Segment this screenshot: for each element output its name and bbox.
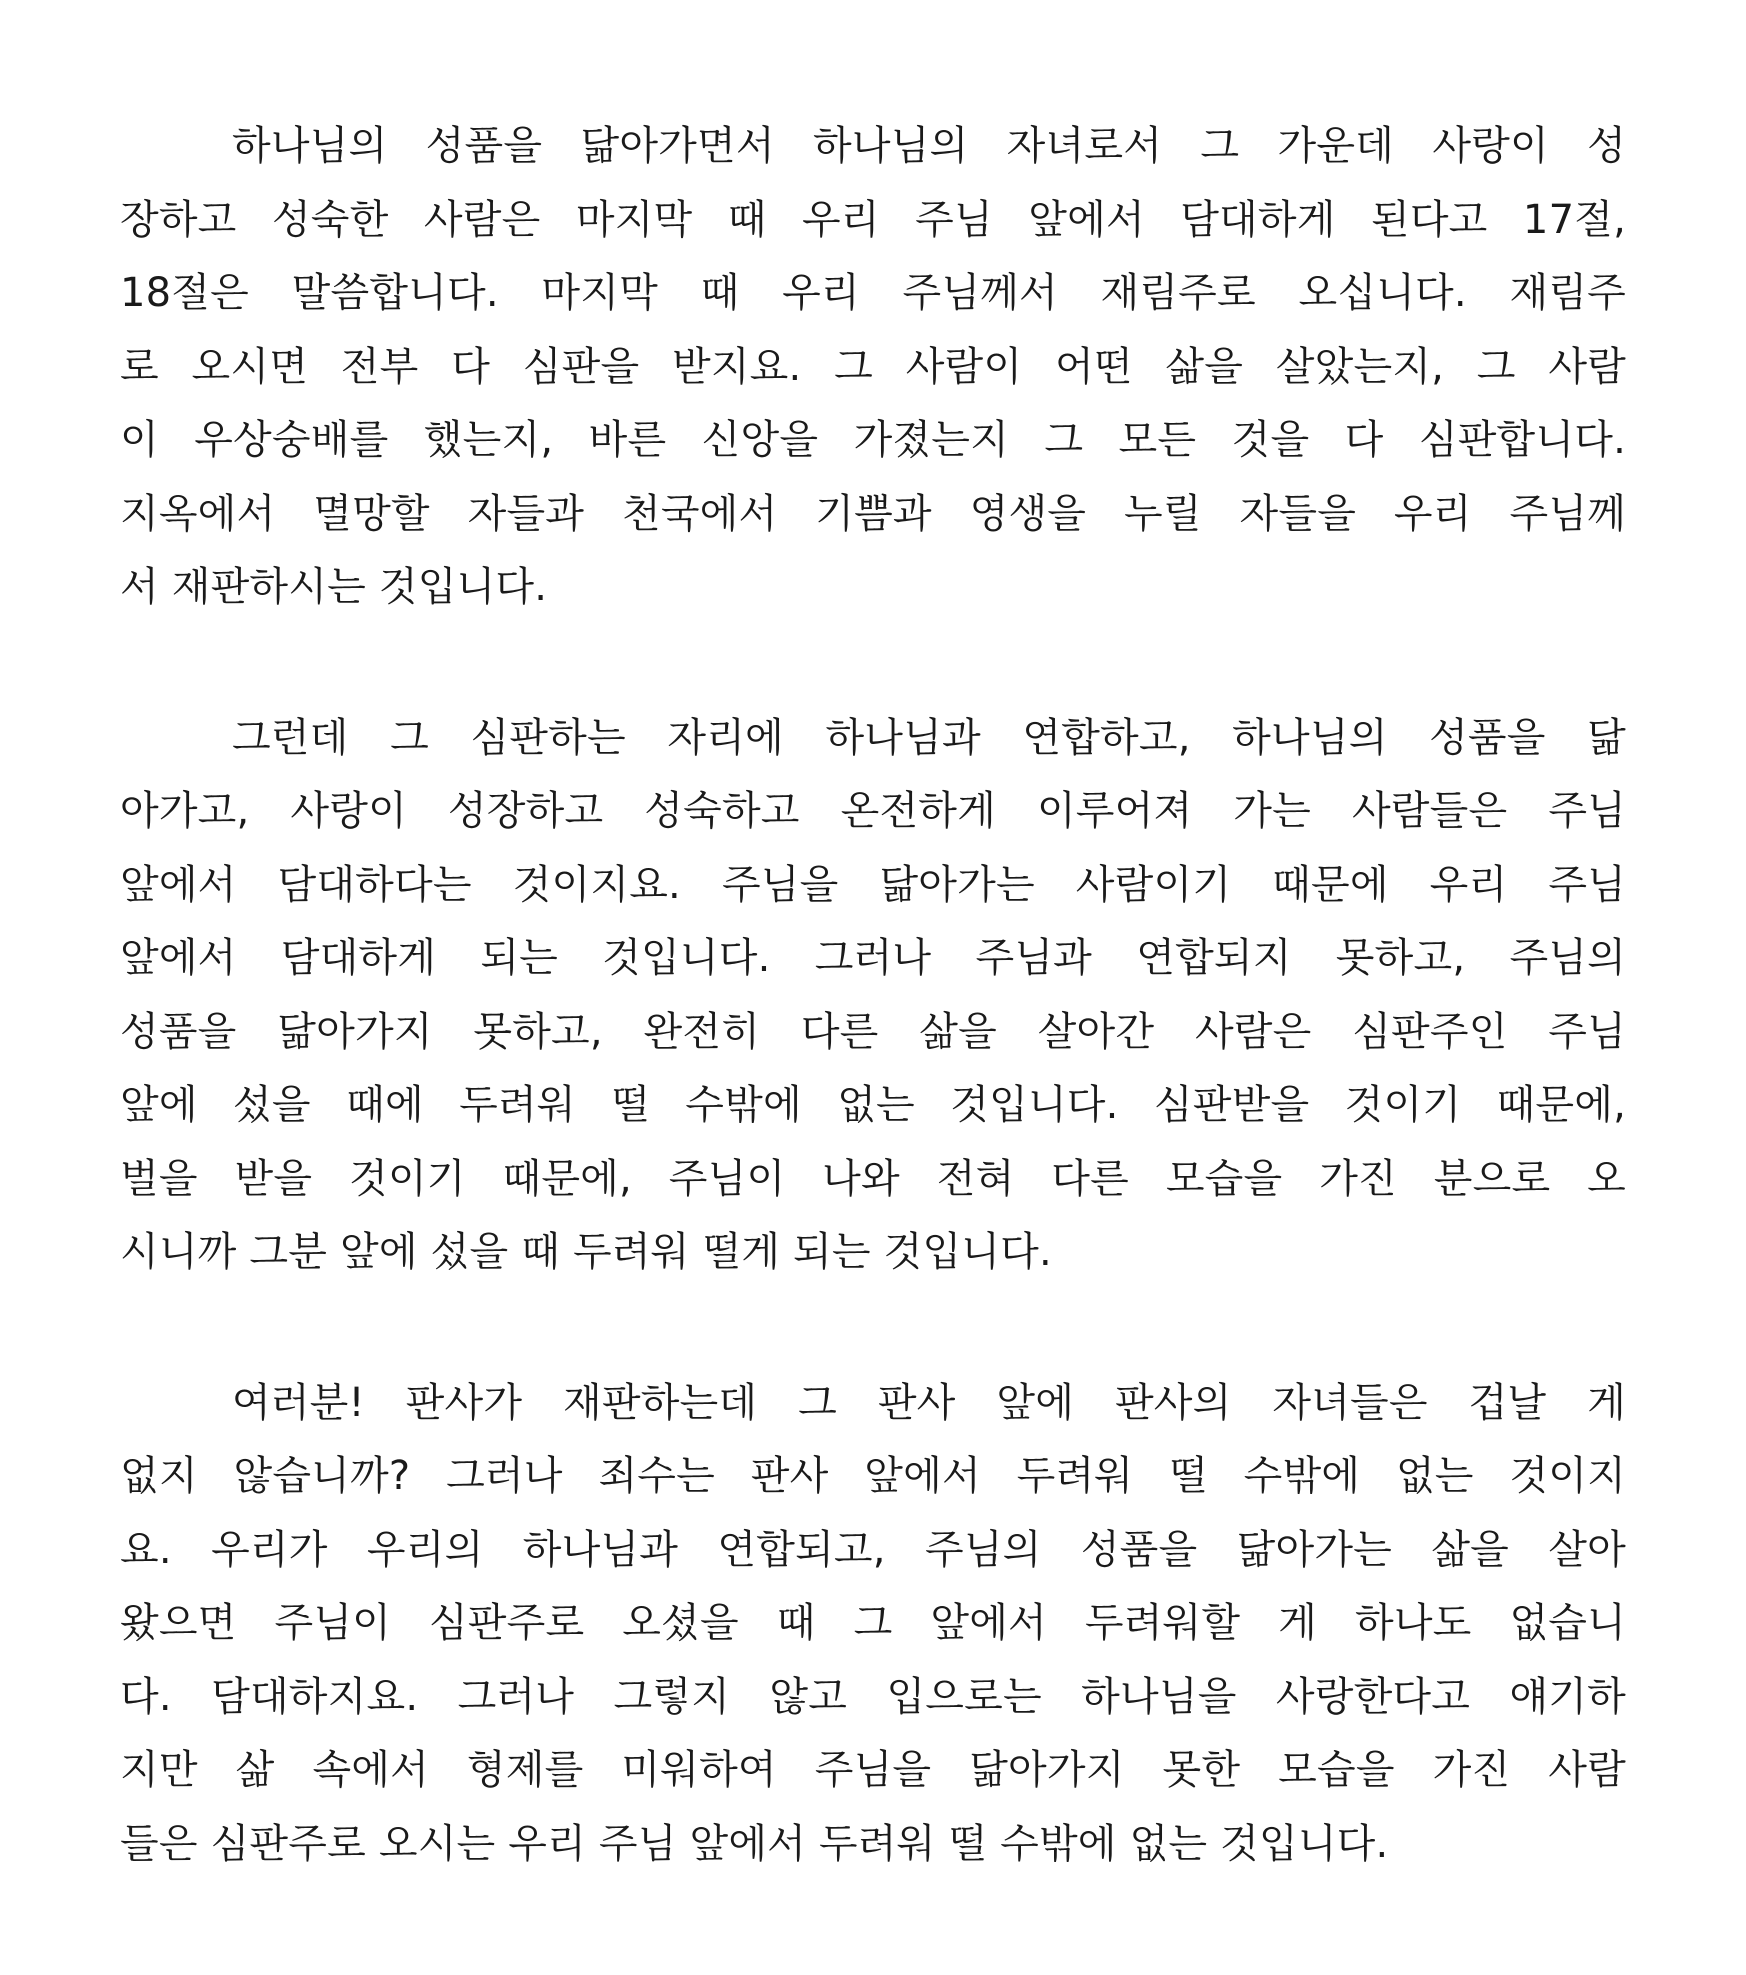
text-line: 앞에 섰을 때에 두려워 떨 수밖에 없는 것입니다. 심판받을 것이기 때문에, [120,1082,1626,1128]
text-line: 지만 삶 속에서 형제를 미워하여 주님을 닮아가지 못한 모습을 가진 사람 [120,1747,1626,1793]
text-line: 서 재판하시는 것입니다. [120,564,548,610]
text-line: 벌을 받을 것이기 때문에, 주님이 나와 전혀 다른 모습을 가진 분으로 오 [120,1155,1626,1202]
text-line: 장하고 성숙한 사람은 마지막 때 우리 주님 앞에서 담대하게 된다고 17절, [120,196,1626,243]
text-line: 요. 우리가 우리의 하나님과 연합되고, 주님의 성품을 닮아가는 삶을 살아 [120,1526,1626,1573]
text-line: 앞에서 담대하게 되는 것입니다. 그러나 주님과 연합되지 못하고, 주님의 [120,935,1626,981]
text-line: 성품을 닮아가지 못하고, 완전히 다른 삶을 살아간 사람은 심판주인 주님 [120,1008,1626,1055]
paragraph-1 [120,110,1626,625]
text-line: 로 오시면 전부 다 심판을 받지요. 그 사람이 어떤 삶을 살았는지, 그 사람 [120,343,1626,390]
text-line: 시니까 그분 앞에 섰을 때 두려워 떨게 되는 것입니다. [120,1229,1052,1275]
text-line: 없지 않습니까? 그러나 죄수는 판사 앞에서 두려워 떨 수밖에 없는 것이지 [120,1453,1626,1499]
text-line: 이 우상숭배를 했는지, 바른 신앙을 가졌는지 그 모든 것을 다 심판합니다. [120,417,1626,463]
text-line: 여러분! 판사가 재판하는데 그 판사 앞에 판사의 자녀들은 겁날 게 [232,1379,1626,1426]
text-line: 앞에서 담대하다는 것이지요. 주님을 닮아가는 사람이기 때문에 우리 주님 [120,861,1626,908]
text-line: 왔으면 주님이 심판주로 오셨을 때 그 앞에서 두려워할 게 하나도 없습니 [120,1600,1626,1646]
paragraph-2 [120,702,1626,1290]
text-line: 그런데 그 심판하는 자리에 하나님과 연합하고, 하나님의 성품을 닮 [232,714,1626,761]
text-line: 들은 심판주로 오시는 우리 주님 앞에서 두려워 떨 수밖에 없는 것입니다. [120,1820,1389,1867]
text-line: 아가고, 사랑이 성장하고 성숙하고 온전하게 이루어져 가는 사람들은 주님 [120,788,1626,834]
text-line: 하나님의 성품을 닮아가면서 하나님의 자녀로서 그 가운데 사랑이 성 [232,123,1626,169]
document-page [120,110,1626,1958]
text-line: 18절은 말씀합니다. 마지막 때 우리 주님께서 재림주로 오십니다. 재림주 [120,270,1626,316]
text-line: 지옥에서 멸망할 자들과 천국에서 기쁨과 영생을 누릴 자들을 우리 주님께 [120,490,1626,537]
text-line: 다. 담대하지요. 그러나 그렇지 않고 입으로는 하나님을 사랑한다고 얘기하 [120,1673,1626,1720]
paragraph-3 [120,1367,1626,1882]
